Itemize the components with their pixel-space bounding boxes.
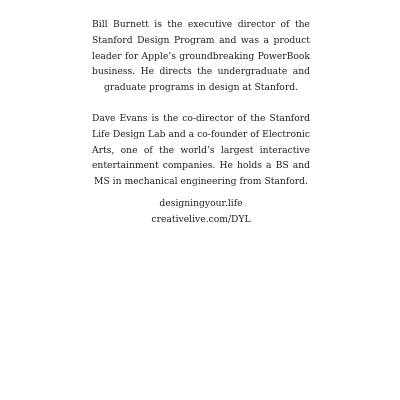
website-link: designingyour.life [159, 198, 243, 209]
creativelive-link: creativelive.com/DYL [151, 213, 251, 225]
bio-dave-evans: Dave Evans is the co-director of the Stanford Life Design Lab and a co-founder of Electronic Arts, one of the world’s largest interactive entertainment companies. He holds a BS and MS in mechanical engineering from Stanford. [92, 113, 310, 187]
bio-bill-burnett: Bill Burnett is the executive director of the Stanford Design Program and was a product leader for Apple’s groundbreaking PowerBook business. He directs the undergraduate and graduate programs in design at Stanford. [92, 19, 310, 93]
author-links [92, 196, 310, 227]
